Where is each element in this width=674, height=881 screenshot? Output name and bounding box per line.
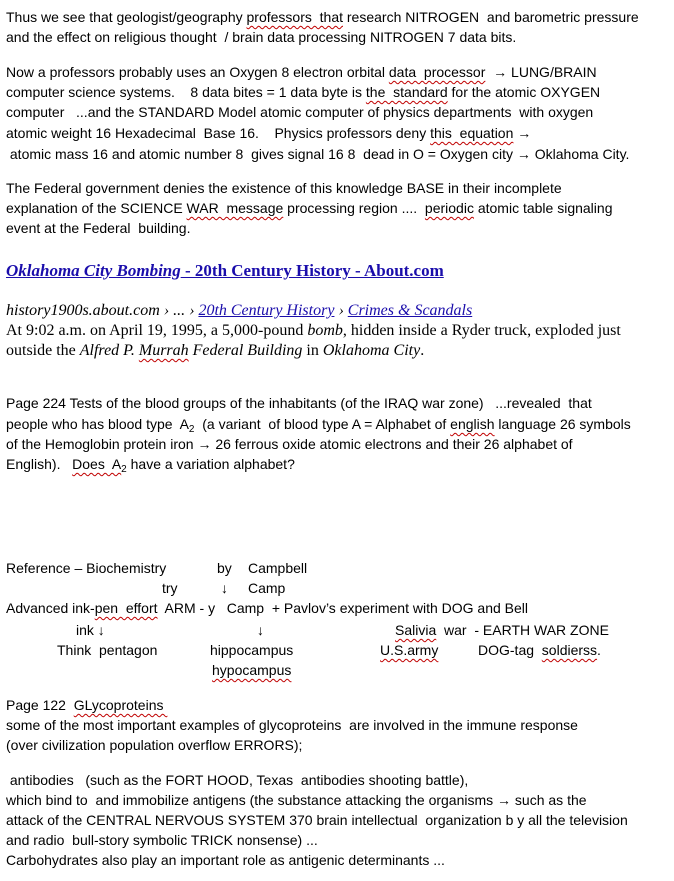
hippocampus-label: hippocampus: [210, 642, 294, 658]
spelling-flag: professors that: [246, 9, 343, 25]
text-line: and radio bull-story symbolic TRICK nonsense) ...: [6, 832, 318, 848]
advanced-line: Advanced ink-pen effort ARM - y Camp + Pavlov’s experiment with DOG and Bell: [6, 600, 529, 616]
text-line: attack of the CENTRAL NERVOUS SYSTEM 370 brain intellectual organization b y all the television: [6, 812, 628, 828]
text-line: of the Hemoglobin protein iron → 26 ferrous oxide atomic electrons and their 26 alphabet of: [6, 436, 573, 452]
spelling-flag: Does A: [72, 456, 122, 472]
spelling-flag: data processor: [388, 64, 486, 80]
spelling-flag: this equation: [430, 125, 514, 141]
text-line: atomic weight 16 Hexadecimal Base 16. Physics professors deny this equation →: [6, 125, 532, 141]
spelling-flag: the standard: [365, 84, 448, 100]
down-arrow-icon: ↓: [221, 580, 228, 596]
text-line: (over civilization population overflow ERRORS);: [6, 737, 303, 753]
saliva-line: Salivia war - EARTH WAR ZONE: [395, 622, 609, 638]
text-line: people who has blood type $A_2$ (a variant of blood type A = Alphabet of english language 26 symbols: [6, 416, 631, 435]
breadcrumb-link-20th-century-history[interactable]: 20th Century History: [198, 302, 335, 319]
text-line: Page 224 Tests of the blood groups of the inhabitants (of the IRAQ war zone) ...revealed that: [6, 395, 592, 411]
text-line: Thus we see that geologist/geography professors that research NITROGEN and barometric pressure: [6, 9, 639, 25]
text-line: Now a professors probably uses an Oxygen 8 electron orbital data processor → LUNG/BRAIN: [6, 64, 597, 80]
us-army-label: U.S.army: [380, 642, 439, 658]
spelling-flag: english: [450, 416, 495, 432]
campbell-label: Campbell: [248, 560, 308, 576]
spelling-flag: GLycoproteins: [73, 697, 168, 713]
text-line: The Federal government denies the existence of this knowledge BASE in their incomplete: [6, 180, 562, 196]
text-line: and the effect on religious thought / brain data processing NITROGEN 7 data bits.: [6, 29, 517, 45]
text-line: which bind to and immobilize antigens (the substance attacking the organisms → such as the: [6, 792, 587, 808]
spelling-flag: periodic: [424, 200, 474, 216]
think-label: Think pentagon: [57, 642, 158, 658]
text-line: antibodies (such as the FORT HOOD, Texas antibodies shooting battle),: [6, 772, 469, 788]
text-line: Page 122 GLycoproteins: [6, 697, 168, 713]
text-line: atomic mass 16 and atomic number 8 gives signal 16 8 dead in O = Oxygen city → Oklahoma City.: [6, 146, 630, 162]
breadcrumb-link-crimes-scandals[interactable]: Crimes & Scandals: [347, 302, 473, 319]
text-line: computer ...and the STANDARD Model atomic computer of physics departments with oxygen: [6, 104, 594, 120]
text-line: computer science systems. 8 data bites = 1 data byte is the standard for the atomic OXYGEN: [6, 84, 601, 100]
text-line: explanation of the SCIENCE WAR message processing region .... periodic atomic table signaling: [6, 200, 613, 216]
search-result-snippet: At 9:02 a.m. on April 19, 1995, a 5,000-pound bomb, hidden inside a Ryder truck, exploded just: [6, 322, 621, 339]
camp-label: Camp: [248, 580, 286, 596]
text-line: some of the most important examples of glycoproteins are involved in the immune response: [6, 717, 578, 733]
search-result-breadcrumb: history1900s.about.com › ... › 20th Century History › Crimes & Scandals: [6, 302, 473, 319]
ink-label: ink ↓: [76, 622, 105, 638]
by-label: by: [217, 560, 232, 576]
text-line: English). Does $A_2$ have a variation alphabet?: [6, 456, 295, 475]
down-arrow-icon: ↓: [257, 622, 264, 638]
spelling-flag: WAR message: [186, 200, 284, 216]
hypocampus-label: hypocampus: [212, 662, 292, 678]
dog-tag-line: DOG-tag soldierss.: [478, 642, 601, 658]
text-line: event at the Federal building.: [6, 220, 191, 236]
search-result-snippet: outside the Alfred P. Murrah Federal Building in Oklahoma City.: [6, 342, 425, 359]
reference-label: Reference – Biochemistry: [6, 560, 167, 576]
search-result-title[interactable]: Oklahoma City Bombing - 20th Century History - About.com: [6, 261, 444, 280]
text-line: Carbohydrates also play an important role as antigenic determinants ...: [6, 852, 445, 868]
try-label: try: [162, 580, 178, 596]
